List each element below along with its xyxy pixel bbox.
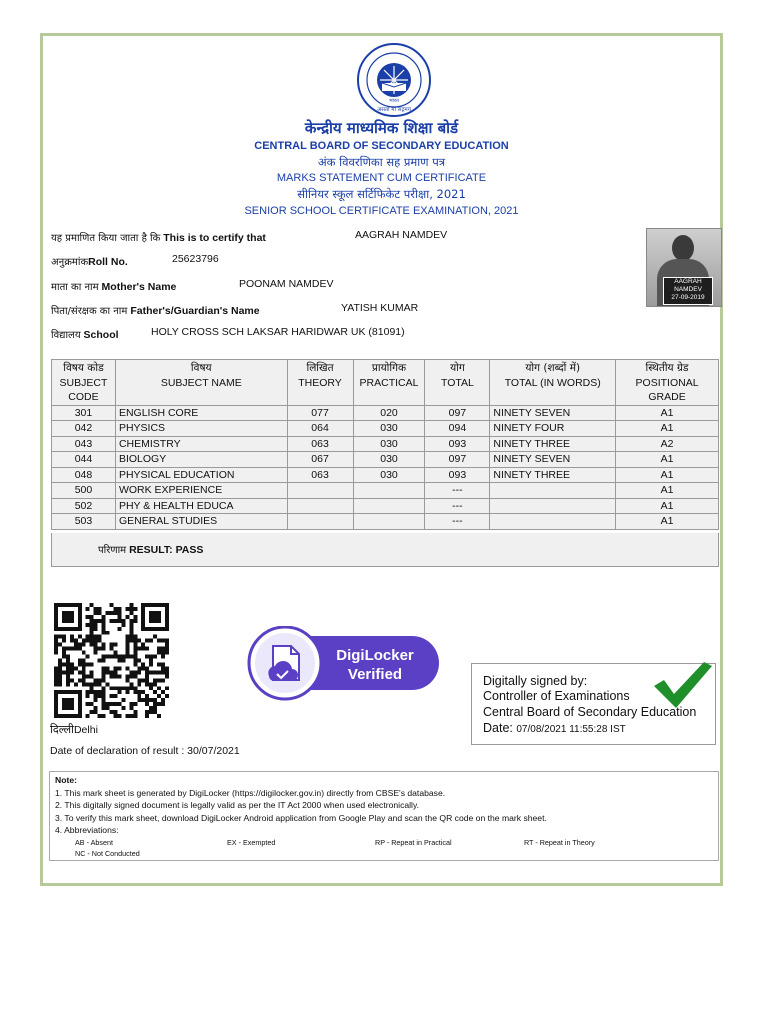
- total-marks: ---: [425, 498, 490, 514]
- subject-name: WORK EXPERIENCE: [115, 483, 287, 499]
- digilocker-line2: Verified: [347, 666, 403, 683]
- subject-code: 044: [52, 452, 116, 468]
- theory-marks: 063: [287, 467, 353, 483]
- student-name: AAGRAH NAMDEV: [355, 229, 448, 241]
- theory-marks: 067: [287, 452, 353, 468]
- positional-grade: A1: [616, 467, 719, 483]
- practical-marks: 020: [353, 405, 425, 421]
- abbr-repeat-theory: RT - Repeat in Theory: [524, 837, 595, 847]
- total-in-words: NINETY THREE: [490, 467, 616, 483]
- col-total-words: योग (शब्दों में) TOTAL (IN WORDS): [490, 360, 616, 406]
- theory-marks: [287, 483, 353, 499]
- notes-box: [49, 771, 719, 861]
- abbr-repeat-practical: RP - Repeat in Practical: [375, 837, 452, 847]
- theory-marks: 077: [287, 405, 353, 421]
- digilocker-line1: DigiLocker: [336, 647, 414, 664]
- practical-marks: 030: [353, 436, 425, 452]
- logo-motto: असतो मा सद्गमय: [377, 107, 411, 113]
- table-header-row: [52, 360, 719, 406]
- digilocker-verified-badge: [247, 626, 440, 702]
- mother-label: माता का नाम Mother's Name: [51, 281, 177, 293]
- board-name-english: CENTRAL BOARD OF SECONDARY EDUCATION: [254, 140, 509, 152]
- abbr-exempted: EX - Exempted: [227, 837, 276, 847]
- photo-name-board: AAGRAH NAMDEV 27-09-2019: [663, 277, 713, 305]
- table-row: [52, 467, 719, 483]
- signature-line3: Central Board of Secondary Education: [483, 705, 697, 719]
- table-row: [52, 514, 719, 530]
- total-marks: 097: [425, 405, 490, 421]
- practical-marks: [353, 514, 425, 530]
- table-row: [52, 452, 719, 468]
- subject-name: ENGLISH CORE: [115, 405, 287, 421]
- note-item: 1. This mark sheet is generated by DigiLocker (https://digilocker.gov.in) directly from CBSE's database.: [55, 787, 446, 798]
- board-name-hindi: केन्द्रीय माध्यमिक शिक्षा बोर्ड: [304, 119, 459, 137]
- total-marks: 094: [425, 421, 490, 437]
- positional-grade: A1: [616, 452, 719, 468]
- student-photo: [646, 228, 722, 307]
- total-marks: 093: [425, 436, 490, 452]
- mother-name: POONAM NAMDEV: [239, 278, 334, 290]
- subject-name: PHYSICS: [115, 421, 287, 437]
- roll-number: 25623796: [172, 253, 219, 265]
- subject-code: 502: [52, 498, 116, 514]
- subject-code: 301: [52, 405, 116, 421]
- notes-title: Note:: [55, 775, 77, 785]
- subject-name: CHEMISTRY: [115, 436, 287, 452]
- roll-label: अनुक्रमांकRoll No.: [51, 256, 128, 268]
- total-marks: ---: [425, 514, 490, 530]
- subject-code: 042: [52, 421, 116, 437]
- positional-grade: A1: [616, 514, 719, 530]
- exam-title-hindi: सीनियर स्कूल सर्टिफिकेट परीक्षा, 2021: [297, 187, 466, 201]
- signature-date: Date: 07/08/2021 11:55:28 IST: [483, 721, 626, 735]
- certificate-frame: [40, 33, 723, 886]
- table-row: [52, 421, 719, 437]
- positional-grade: A1: [616, 498, 719, 514]
- table-row: [52, 436, 719, 452]
- doc-title-english: MARKS STATEMENT CUM CERTIFICATE: [276, 172, 487, 184]
- doc-title-hindi: अंक विवरणिका सह प्रमाण पत्र: [317, 155, 446, 169]
- abbreviations: [55, 837, 713, 861]
- col-subject-code: विषय कोड SUBJECT CODE: [52, 360, 116, 406]
- table-row: [52, 483, 719, 499]
- total-in-words: NINETY SEVEN: [490, 405, 616, 421]
- theory-marks: [287, 498, 353, 514]
- note-item: 4. Abbreviations:: [55, 825, 119, 835]
- cbse-logo: [352, 40, 436, 124]
- note-item: 3. To verify this mark sheet, download DigiLocker Android application from Google Play and scan the QR code on the mark sheet.: [55, 812, 547, 823]
- total-marks: ---: [425, 483, 490, 499]
- total-in-words: [490, 483, 616, 499]
- father-name: YATISH KUMAR: [341, 302, 419, 314]
- col-practical: प्रायोगिक PRACTICAL: [353, 360, 425, 406]
- qr-code[interactable]: [54, 603, 169, 718]
- logo-country: भारत: [389, 98, 399, 104]
- practical-marks: [353, 498, 425, 514]
- father-label: पिता/संरक्षक का नाम Father's/Guardian's Name: [51, 305, 260, 317]
- subject-name: PHY & HEALTH EDUCA: [115, 498, 287, 514]
- total-in-words: NINETY THREE: [490, 436, 616, 452]
- total-marks: 097: [425, 452, 490, 468]
- positional-grade: A1: [616, 421, 719, 437]
- practical-marks: 030: [353, 467, 425, 483]
- subject-name: PHYSICAL EDUCATION: [115, 467, 287, 483]
- subject-name: GENERAL STUDIES: [115, 514, 287, 530]
- abbr-absent: AB - Absent: [75, 837, 113, 847]
- result-box: [51, 533, 719, 567]
- declaration-date: Date of declaration of result : 30/07/2021: [50, 745, 240, 757]
- marks-table: [51, 359, 719, 530]
- practical-marks: [353, 483, 425, 499]
- digital-signature-box: [471, 663, 716, 745]
- subject-code: 503: [52, 514, 116, 530]
- col-positional-grade: स्थितीय ग्रेड POSITIONAL GRADE: [616, 360, 719, 406]
- col-subject-name: विषय SUBJECT NAME: [115, 360, 287, 406]
- place: दिल्लीDelhi: [50, 723, 98, 736]
- signature-line2: Controller of Examinations: [483, 689, 630, 703]
- exam-title-english: SENIOR SCHOOL CERTIFICATE EXAMINATION, 2021: [244, 205, 519, 217]
- positional-grade: A1: [616, 405, 719, 421]
- total-in-words: [490, 514, 616, 530]
- subject-code: 043: [52, 436, 116, 452]
- result: परिणाम RESULT: PASS: [98, 544, 204, 556]
- school-name: HOLY CROSS SCH LAKSAR HARIDWAR UK (81091): [151, 326, 405, 338]
- total-in-words: NINETY SEVEN: [490, 452, 616, 468]
- note-item: 2. This digitally signed document is legally valid as per the IT Act 2000 when used electronically.: [55, 800, 420, 810]
- positional-grade: A2: [616, 436, 719, 452]
- theory-marks: 064: [287, 421, 353, 437]
- subject-code: 500: [52, 483, 116, 499]
- theory-marks: 063: [287, 436, 353, 452]
- certify-label: यह प्रमाणित किया जाता है कि This is to certify that: [51, 232, 266, 244]
- theory-marks: [287, 514, 353, 530]
- table-row: [52, 405, 719, 421]
- abbr-not-conducted: NC - Not Conducted: [75, 848, 140, 858]
- school-label: विद्यालय School: [51, 329, 119, 341]
- total-marks: 093: [425, 467, 490, 483]
- total-in-words: [490, 498, 616, 514]
- positional-grade: A1: [616, 483, 719, 499]
- practical-marks: 030: [353, 421, 425, 437]
- col-total: योग TOTAL: [425, 360, 490, 406]
- table-row: [52, 498, 719, 514]
- col-theory: लिखित THEORY: [287, 360, 353, 406]
- check-icon: [650, 658, 714, 710]
- subject-code: 048: [52, 467, 116, 483]
- practical-marks: 030: [353, 452, 425, 468]
- total-in-words: NINETY FOUR: [490, 421, 616, 437]
- signature-line1: Digitally signed by:: [483, 674, 588, 688]
- subject-name: BIOLOGY: [115, 452, 287, 468]
